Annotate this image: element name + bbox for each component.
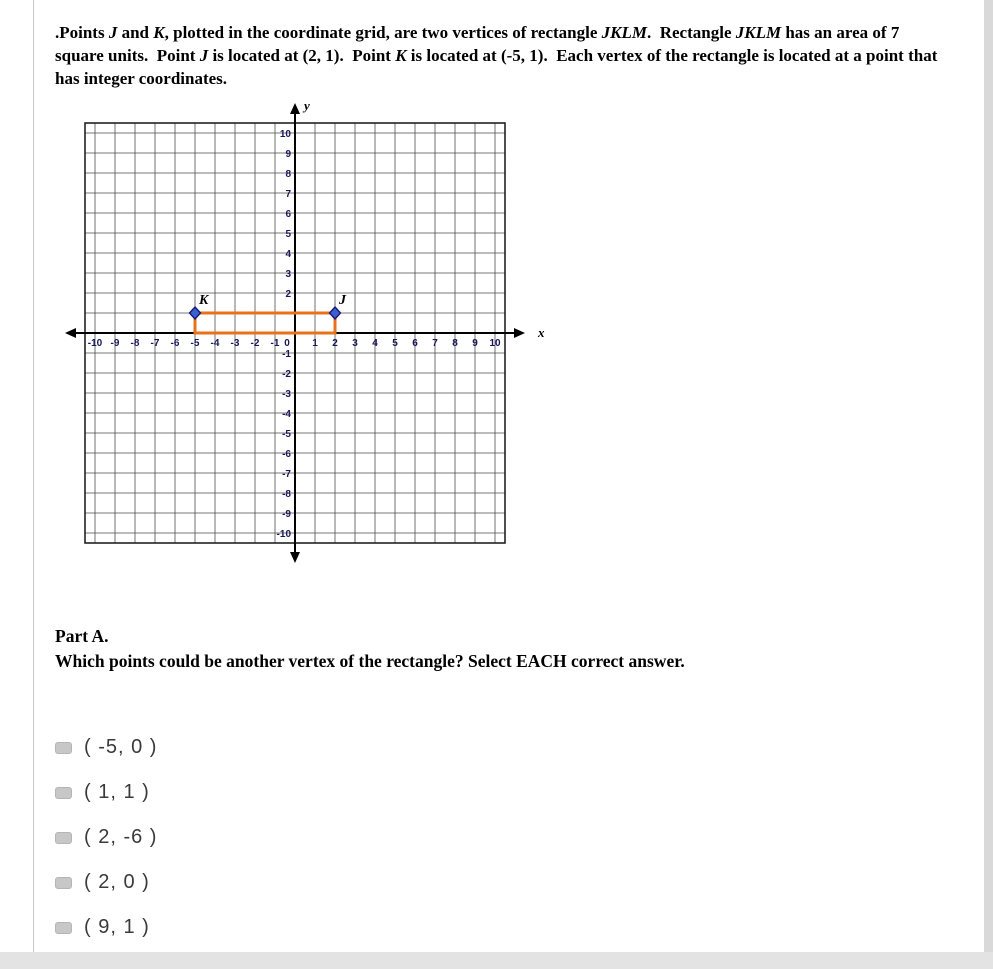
page-edge-line <box>33 0 34 953</box>
svg-text:-10: -10 <box>276 528 291 540</box>
svg-text:-7: -7 <box>282 468 291 480</box>
svg-text:-5: -5 <box>190 337 200 349</box>
svg-text:5: 5 <box>285 228 291 240</box>
svg-text:-8: -8 <box>282 488 291 500</box>
part-a-section <box>55 626 955 672</box>
option-row-0[interactable] <box>55 736 955 760</box>
option-row-4[interactable] <box>55 916 955 940</box>
svg-text:0: 0 <box>284 337 290 349</box>
svg-text:-6: -6 <box>170 337 180 349</box>
option-checkbox[interactable] <box>55 742 72 754</box>
svg-text:3: 3 <box>285 268 291 280</box>
svg-text:-3: -3 <box>282 388 291 400</box>
svg-text:-6: -6 <box>282 448 291 460</box>
svg-text:2: 2 <box>332 337 338 349</box>
svg-text:-3: -3 <box>230 337 240 349</box>
svg-text:7: 7 <box>432 337 438 349</box>
option-row-1[interactable] <box>55 781 955 805</box>
y-axis-arrow-top <box>290 103 300 114</box>
svg-text:9: 9 <box>285 148 291 160</box>
svg-text:8: 8 <box>452 337 458 349</box>
option-label: ( -5, 0 ) <box>84 736 158 759</box>
problem-statement: .Points J and K, plotted in the coordinate grid, are two vertices of rectangle JKLM. Rectangle JKLM has an area of 7 square units. Point J is located at (2, 1). Point K is located at (-5, 1). Each vertex of the rectangle is located at a point that has integer coordinates. <box>55 23 942 88</box>
svg-text:4: 4 <box>372 337 378 349</box>
option-label: ( 1, 1 ) <box>84 781 150 804</box>
question-page <box>55 22 955 961</box>
point-label-J: J <box>339 292 346 308</box>
svg-text:1: 1 <box>312 337 318 349</box>
svg-text:7: 7 <box>285 188 291 200</box>
option-checkbox[interactable] <box>55 922 72 934</box>
svg-text:-1: -1 <box>282 348 291 360</box>
part-a-heading: Part A. <box>55 625 109 646</box>
svg-text:-9: -9 <box>110 337 120 349</box>
svg-text:6: 6 <box>412 337 418 349</box>
option-label: ( 2, 0 ) <box>84 871 150 894</box>
svg-text:5: 5 <box>392 337 398 349</box>
x-axis-label: x <box>538 324 545 340</box>
svg-text:9: 9 <box>472 337 478 349</box>
page-edge-right <box>984 0 993 969</box>
svg-text:-4: -4 <box>282 408 291 420</box>
svg-text:10: 10 <box>489 337 501 349</box>
point-K <box>190 307 201 319</box>
rectangle-jklm <box>195 313 335 333</box>
options-list <box>55 736 955 940</box>
svg-text:-9: -9 <box>282 508 291 520</box>
svg-text:-1: -1 <box>270 337 280 349</box>
svg-text:6: 6 <box>285 208 291 220</box>
option-checkbox[interactable] <box>55 787 72 799</box>
coordinate-grid <box>55 93 555 575</box>
x-axis-arrow-left <box>65 328 76 338</box>
graph-container <box>55 93 955 580</box>
svg-text:-8: -8 <box>130 337 140 349</box>
svg-text:3: 3 <box>352 337 358 349</box>
svg-text:-7: -7 <box>150 337 160 349</box>
svg-text:2: 2 <box>285 288 291 300</box>
part-a-question: Which points could be another vertex of the rectangle? Select EACH correct answer. <box>55 650 685 671</box>
svg-text:-2: -2 <box>282 368 291 380</box>
point-J <box>330 307 341 319</box>
svg-text:10: 10 <box>279 128 291 140</box>
x-axis-arrow-right <box>514 328 525 338</box>
option-label: ( 9, 1 ) <box>84 916 150 939</box>
svg-text:8: 8 <box>285 168 291 180</box>
option-checkbox[interactable] <box>55 877 72 889</box>
option-checkbox[interactable] <box>55 832 72 844</box>
svg-text:-5: -5 <box>282 428 291 440</box>
option-row-3[interactable] <box>55 871 955 895</box>
option-row-2[interactable] <box>55 826 955 850</box>
option-label: ( 2, -6 ) <box>84 826 158 849</box>
svg-text:-4: -4 <box>210 337 220 349</box>
y-axis-label: y <box>304 97 310 113</box>
svg-text:4: 4 <box>285 248 291 260</box>
y-axis-arrow-bottom <box>290 552 300 563</box>
svg-text:-10: -10 <box>87 337 103 349</box>
svg-text:-2: -2 <box>250 337 260 349</box>
point-label-K: K <box>199 292 209 308</box>
